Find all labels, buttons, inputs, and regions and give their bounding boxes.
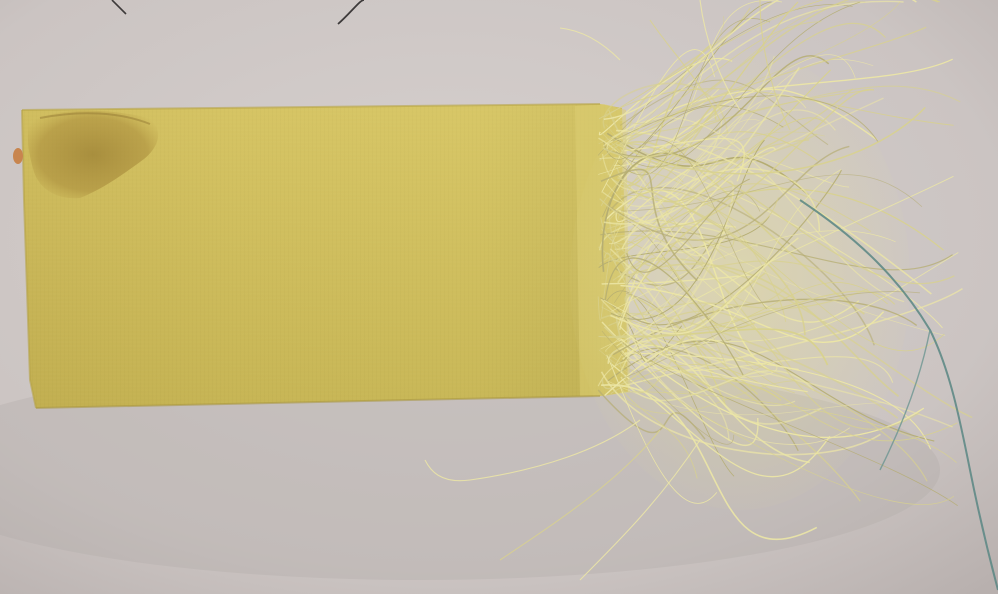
fabric-tip <box>13 148 23 164</box>
